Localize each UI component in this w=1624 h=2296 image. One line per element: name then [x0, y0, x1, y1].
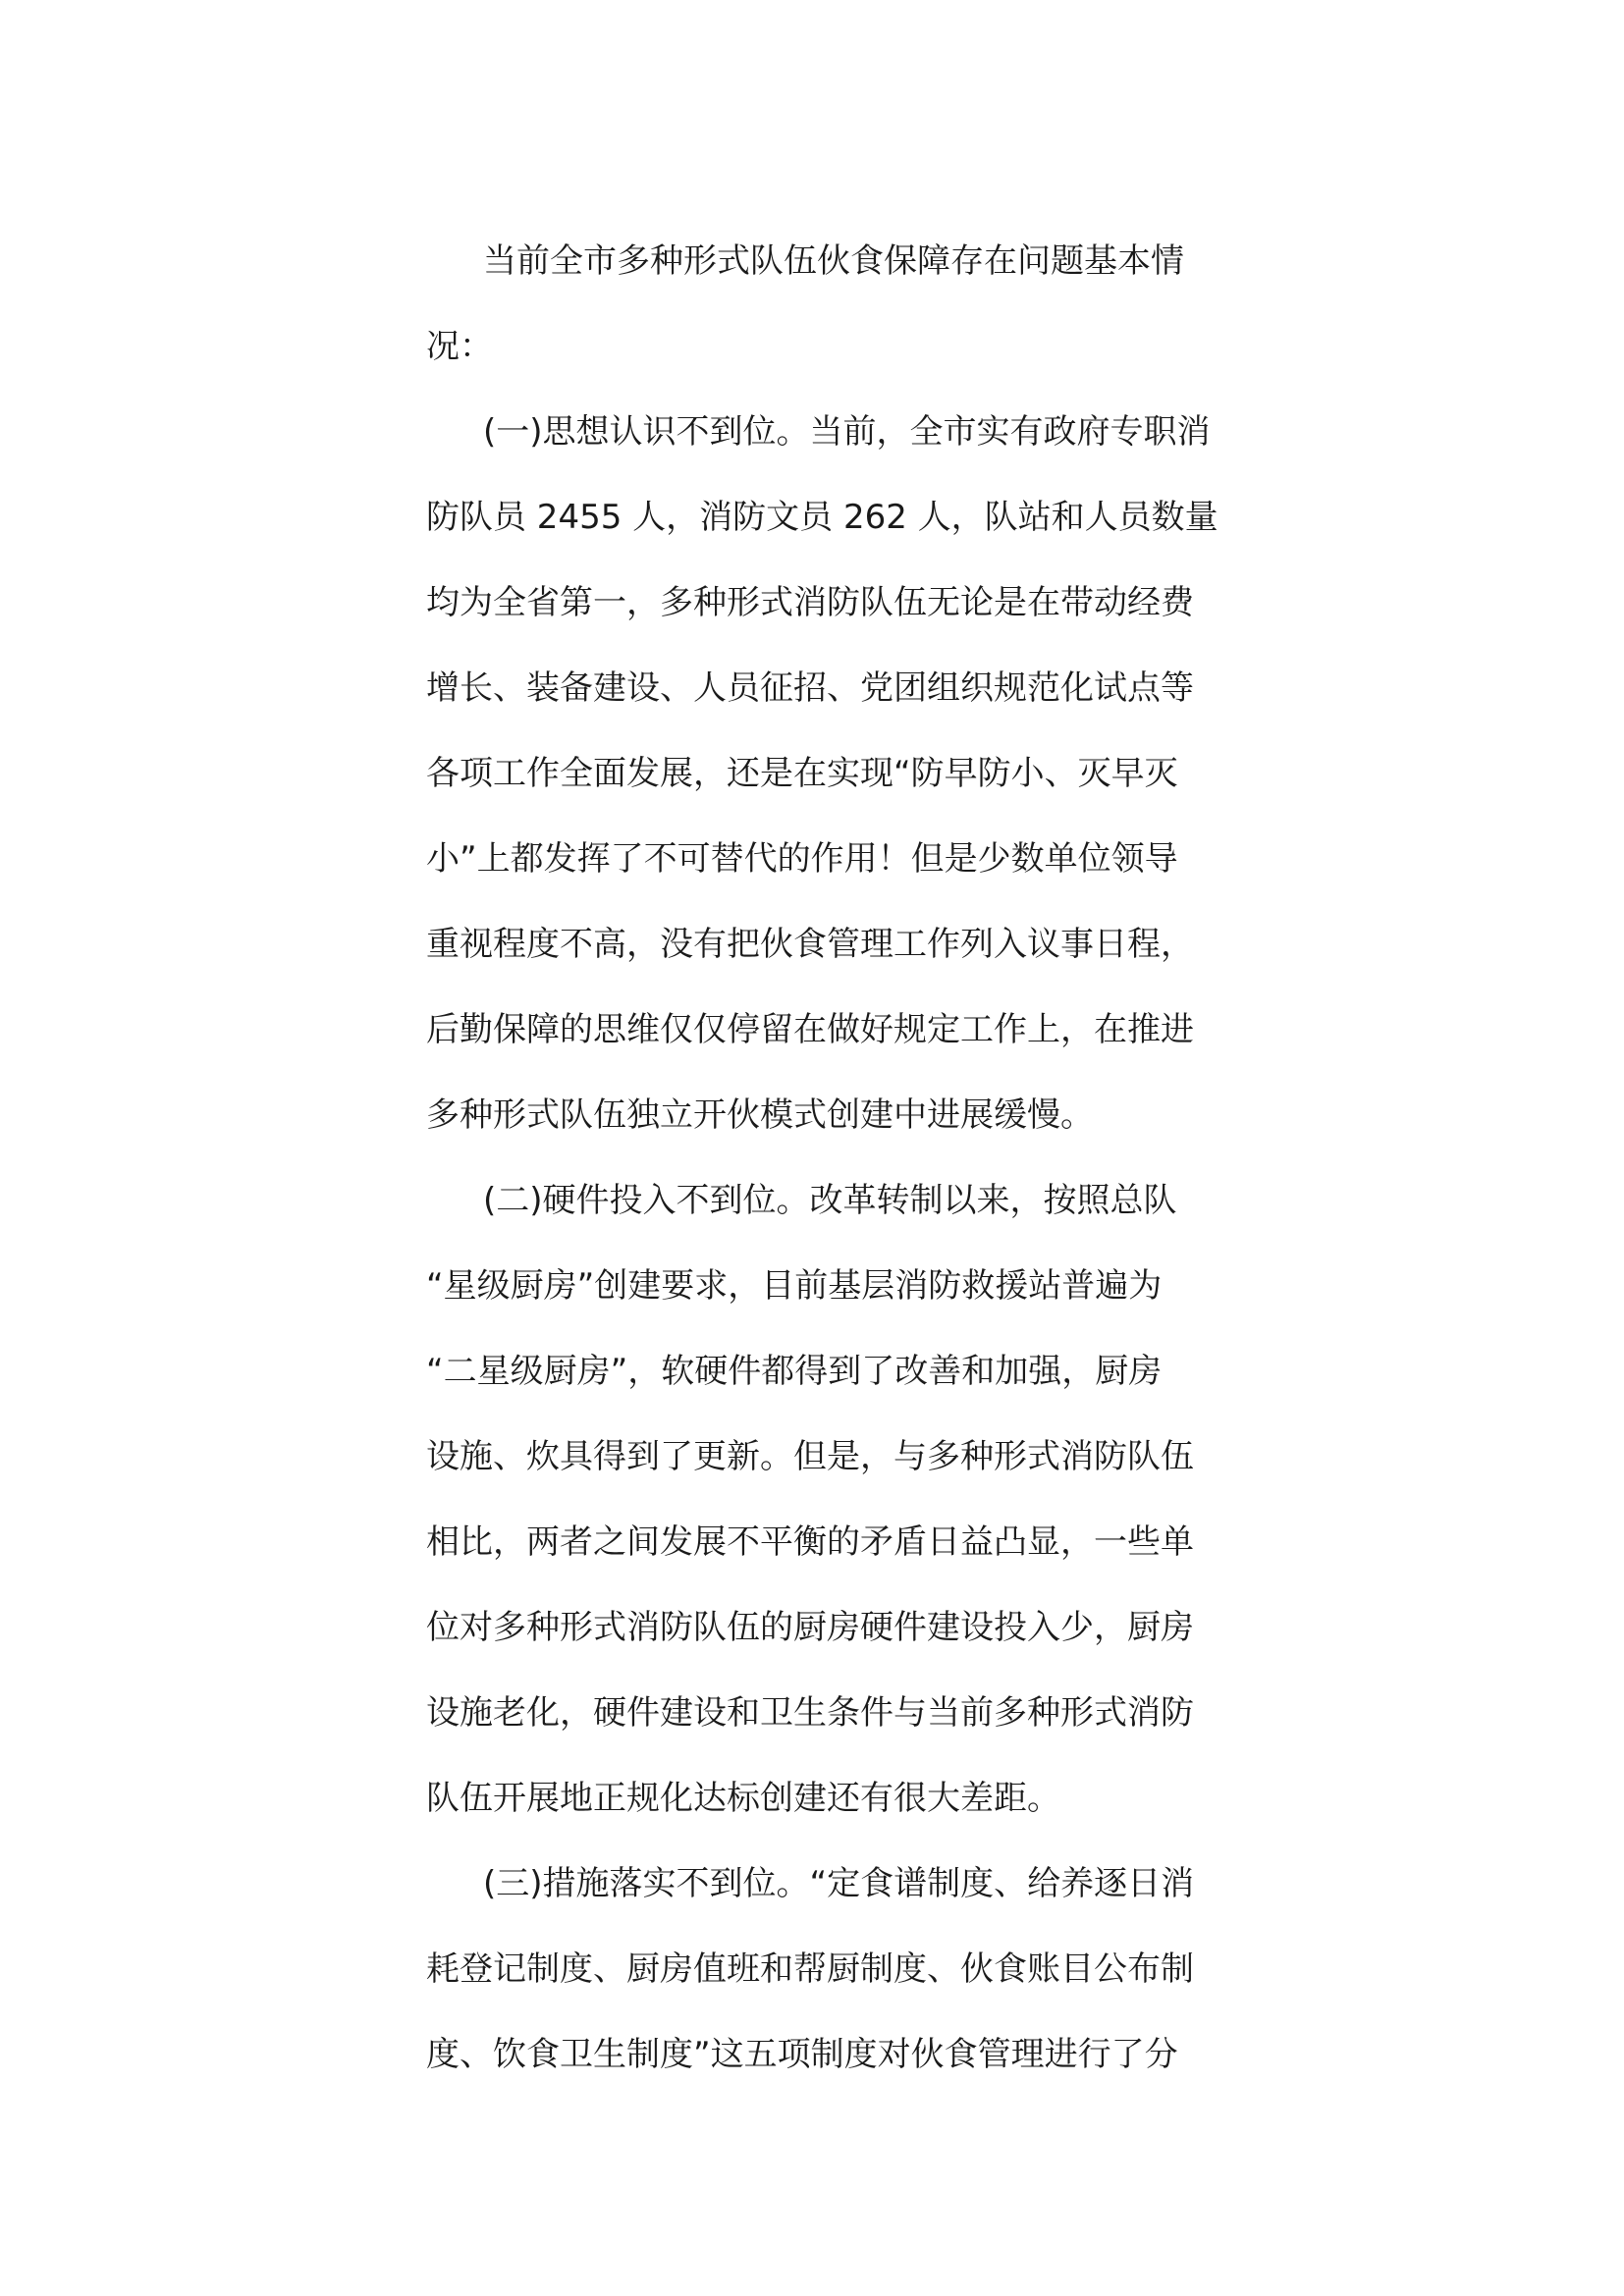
text-line: 各项工作全面发展，还是在实现“防早防小、灭早灭 [426, 754, 1178, 793]
text-line: (三)措施落实不到位。“定食谱制度、给养逐日消 [483, 1864, 1195, 1903]
text-line: 多种形式队伍独立开伙模式创建中进展缓慢。 [426, 1095, 1094, 1135]
text-line: (一)思想认识不到位。当前，全市实有政府专职消 [483, 412, 1211, 452]
text-line: 况： [426, 327, 493, 366]
document-body [426, 219, 1218, 2098]
text-line: 度、饮食卫生制度”这五项制度对伙食管理进行了分 [426, 2035, 1178, 2074]
paragraph-point-1 [426, 390, 1218, 1158]
text-line: 耗登记制度、厨房值班和帮厨制度、伙食账目公布制 [426, 1949, 1194, 1989]
text-line: 队伍开展地正规化达标创建还有很大差距。 [426, 1779, 1060, 1818]
text-line: 位对多种形式消防队伍的厨房硬件建设投入少，厨房 [426, 1608, 1194, 1647]
paragraph-point-3 [426, 1842, 1212, 2098]
text-line: 相比，两者之间发展不平衡的矛盾日益凸显，一些单 [426, 1522, 1194, 1562]
paragraph-intro [426, 219, 1212, 390]
text-line: 后勤保障的思维仅仅停留在做好规定工作上，在推进 [426, 1010, 1194, 1049]
text-line: 均为全省第一，多种形式消防队伍无论是在带动经费 [426, 583, 1194, 622]
text-line: 当前全市多种形式队伍伙食保障存在问题基本情 [483, 241, 1184, 281]
text-line: “星级厨房”创建要求，目前基层消防救援站普遍为 [426, 1266, 1163, 1306]
text-line: 设施、炊具得到了更新。但是，与多种形式消防队伍 [426, 1437, 1194, 1476]
text-line: 防队员 2455 人，消防文员 262 人，队站和人员数量 [426, 498, 1218, 537]
text-line: 重视程度不高，没有把伙食管理工作列入议事日程， [426, 925, 1194, 964]
text-line: (二)硬件投入不到位。改革转制以来，按照总队 [483, 1181, 1177, 1220]
text-line: 小”上都发挥了不可替代的作用！但是少数单位领导 [426, 839, 1178, 879]
text-line: “二星级厨房”，软硬件都得到了改善和加强，厨房 [426, 1352, 1163, 1391]
text-line: 设施老化，硬件建设和卫生条件与当前多种形式消防 [426, 1693, 1194, 1733]
paragraph-point-2 [426, 1158, 1212, 1842]
text-line: 增长、装备建设、人员征招、党团组织规范化试点等 [426, 668, 1194, 708]
